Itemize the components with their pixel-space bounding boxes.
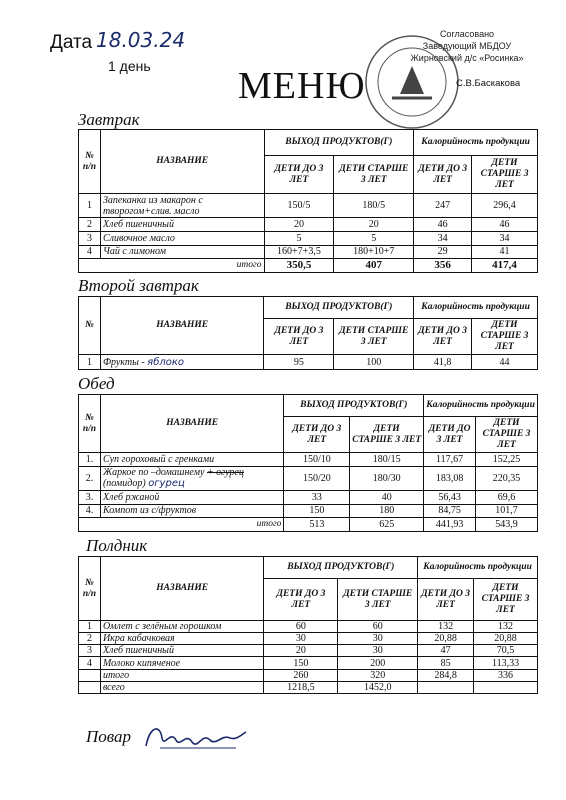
col-output: ВЫХОД ПРОДУКТОВ(Г) <box>264 557 418 579</box>
date-value: 18.03.24 <box>96 28 186 52</box>
approval-text: Согласовано Заведующий МБДОУ Жирновский д/с «Росинка» <box>410 29 524 63</box>
col-name: НАЗВАНИЕ <box>100 130 264 194</box>
handwritten-note: огурец <box>148 478 185 490</box>
col-name: НАЗВАНИЕ <box>100 395 283 453</box>
table-row: 3. Хлеб ржаной 33 40 56,43 69,6 <box>79 490 538 504</box>
breakfast-table <box>78 129 538 273</box>
signature-icon <box>140 718 250 754</box>
handwritten-note: яблоко <box>147 356 185 368</box>
table-row: 4 Молоко кипяченое 150 200 85 113,33 <box>79 657 538 669</box>
col-name: НАЗВАНИЕ <box>100 297 264 355</box>
section-title-second-breakfast: Второй завтрак <box>78 276 199 295</box>
col-calories: Калорийность продукции <box>414 297 538 319</box>
total-row: итого 513 625 441,93 543,9 <box>79 518 538 532</box>
col-under3: ДЕТИ ДО 3 ЛЕТ <box>414 156 472 194</box>
total-row: итого 260 320 284,8 336 <box>79 669 538 681</box>
day-label: 1 день <box>108 58 151 74</box>
col-output: ВЫХОД ПРОДУКТОВ(Г) <box>264 297 414 319</box>
snack-table: № п/п НАЗВАНИЕ ВЫХОД ПРОДУКТОВ(Г) Калорийность продукции ДЕТИ ДО 3 ЛЕТ ДЕТИ СТАРШЕ 3 ЛЕТ ДЕТИ ДО 3 ЛЕТ ДЕТИ СТАРШЕ 3 ЛЕТ 1 Омлет с зелёным горошком 60 60 132 132 2 Икра кабачковая 30 30 20,88 20,88 3 Хлеб пшеничный 20 30 47 70,5 4 Молоко кипяченое 150 200 85 113,33 итого 260 320 284,8 336 всего 1218,5 1452,0 <box>78 556 538 694</box>
total-row: итого 350,5 407 356 417,4 <box>79 259 538 273</box>
table-row: 1 Омлет с зелёным горошком 60 60 132 132 <box>79 621 538 633</box>
col-over3: ДЕТИ СТАРШЕ 3 ЛЕТ <box>334 156 414 194</box>
col-calories: Калорийность продукции <box>424 395 538 417</box>
second-breakfast-table: № НАЗВАНИЕ ВЫХОД ПРОДУКТОВ(Г) Калорийность продукции ДЕТИ ДО 3 ЛЕТ ДЕТИ СТАРШЕ 3 ЛЕТ ДЕТИ ДО 3 ЛЕТ ДЕТИ СТАРШЕ 3 ЛЕТ 1 Фрукты - яблоко 95 100 41,8 44 <box>78 296 538 370</box>
table-row: 4 Чай с лимоном 160+7+3,5 180+10+7 29 41 <box>79 245 538 259</box>
section-title-lunch: Обед <box>78 374 115 393</box>
table-row: 4. Компот из с/фруктов 150 180 84,75 101,7 <box>79 504 538 518</box>
table-row: 3 Сливочное масло 5 5 34 34 <box>79 231 538 245</box>
col-num: № п/п <box>79 130 101 194</box>
table-row: 1. Суп гороховый с гренками 150/10 180/15 117,67 152,25 <box>79 453 538 467</box>
lunch-table: № п/п НАЗВАНИЕ ВЫХОД ПРОДУКТОВ(Г) Калорийность продукции ДЕТИ ДО 3 ЛЕТ ДЕТИ СТАРШЕ 3 ЛЕТ ДЕТИ ДО 3 ЛЕТ ДЕТИ СТАРШЕ 3 ЛЕТ 1. Суп гороховый с гренками 150/10 180/15 117,67 152,25 2. Жаркое по –домашнему + огурец (помидор) огурец 150/20 180/30 183,08 220,35 3. Хлеб ржаной 33 40 56,43 69,6 4. Компот из с/фруктов 150 180 84,75 101,7 итого 513 625 441,93 543,9 <box>78 394 538 532</box>
col-output: ВЫХОД ПРОДУКТОВ(Г) <box>264 130 414 156</box>
col-calories: Калорийность продукции <box>418 557 538 579</box>
grand-total-row: всего 1218,5 1452,0 <box>79 681 538 693</box>
col-num: № <box>79 297 101 355</box>
director-name: С.В.Баскакова <box>456 78 521 89</box>
table-row: 1 Запеканка из макарон с творогом+слив. масло 150/5 180/5 247 296,4 <box>79 194 538 218</box>
date-label: Дата <box>50 32 93 53</box>
col-over3: ДЕТИ СТАРШЕ 3 ЛЕТ <box>472 156 538 194</box>
table-row: 2 Икра кабачковая 30 30 20,88 20,88 <box>79 633 538 645</box>
col-num: № п/п <box>79 395 101 453</box>
approval-stamp <box>362 28 562 120</box>
section-title-snack: Полдник <box>86 536 148 555</box>
col-calories: Калорийность продукции <box>414 130 538 156</box>
table-row: 1 Фрукты - яблоко 95 100 41,8 44 <box>79 355 538 370</box>
section-title-breakfast: Завтрак <box>78 110 140 129</box>
col-name: НАЗВАНИЕ <box>100 557 264 621</box>
cook-label: Повар <box>86 727 132 746</box>
col-output: ВЫХОД ПРОДУКТОВ(Г) <box>284 395 424 417</box>
table-row: 3 Хлеб пшеничный 20 30 47 70,5 <box>79 645 538 657</box>
table-row: 2 Хлеб пшеничный 20 20 46 46 <box>79 218 538 232</box>
col-under3: ДЕТИ ДО 3 ЛЕТ <box>264 156 334 194</box>
col-num: № п/п <box>79 557 101 621</box>
table-row: 2. Жаркое по –домашнему + огурец (помидор) огурец 150/20 180/30 183,08 220,35 <box>79 466 538 490</box>
page-title: МЕНЮ <box>238 65 366 107</box>
